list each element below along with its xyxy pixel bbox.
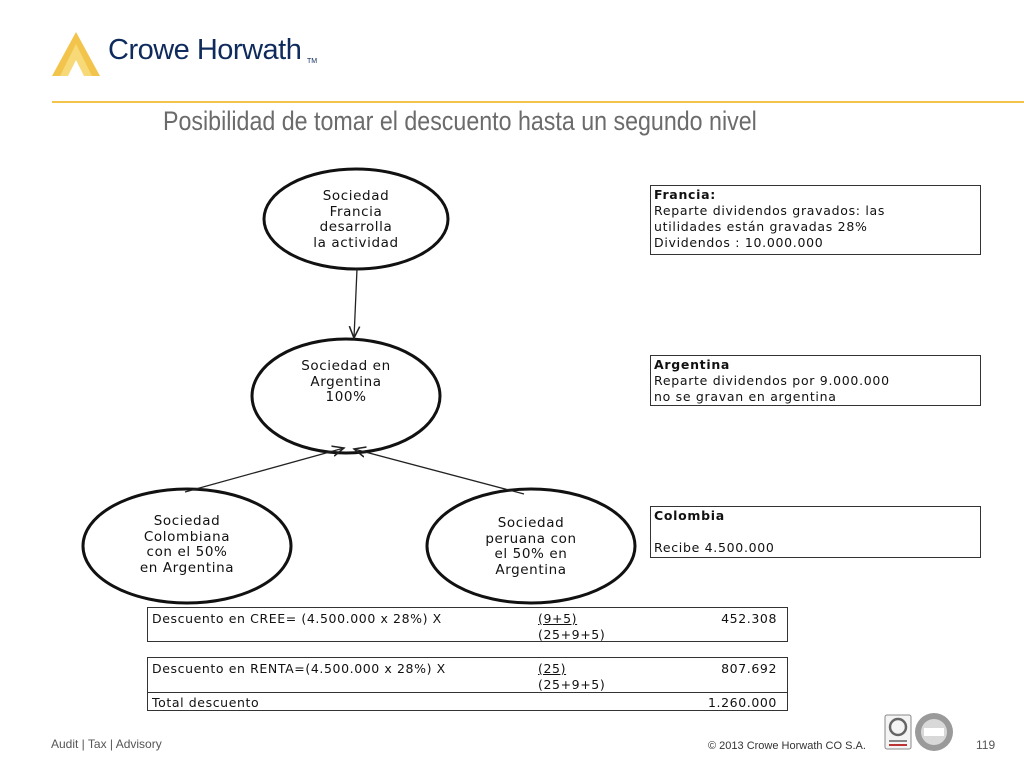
node-argentina-label: Sociedad en Argentina 100%: [301, 358, 391, 405]
certification-seal-icon: [884, 714, 912, 750]
node-colombiana-label: Sociedad Colombiana con el 50% en Argentina: [139, 513, 235, 576]
node-francia-label: Sociedad Francia desarrolla la actividad: [313, 188, 399, 251]
calc-renta-denominator: (25+9+5): [538, 677, 606, 692]
calc-cree-label: Descuento en CREE= (4.500.000 x 28%) X: [152, 611, 442, 626]
arrow-colombiana-to-argentina: [185, 448, 344, 492]
calc-renta-label: Descuento en RENTA=(4.500.000 x 28%) X: [152, 661, 446, 676]
arrow-francia-to-argentina: [354, 269, 357, 338]
node-peruana-label: Sociedad peruana con el 50% en Argentina: [485, 515, 577, 578]
brand-name: Crowe Horwath: [108, 34, 302, 66]
calc-renta-value: 807.692: [721, 661, 777, 676]
info-box-francia: Francia: Reparte dividendos gravados: las utilidades están gravadas 28% Dividendos : 10.000.000: [650, 185, 981, 255]
footer-copyright: © 2013 Crowe Horwath CO S.A.: [708, 740, 866, 752]
page-number: 119: [976, 738, 996, 752]
total-label: Total descuento: [152, 695, 260, 710]
calc-cree-value: 452.308: [721, 611, 777, 626]
trademark-mark: TM: [307, 58, 318, 65]
calc-box-cree: [147, 607, 788, 642]
iqnet-seal-icon: [914, 712, 954, 752]
slide-title: Posibilidad de tomar el descuento hasta un segundo nivel: [163, 106, 757, 136]
calc-cree-numerator: (9+5): [538, 611, 578, 626]
total-value: 1.260.000: [707, 695, 777, 710]
info-box-colombia: Colombia Recibe 4.500.000: [650, 506, 981, 558]
info-box-heading: Colombia: [654, 508, 725, 523]
info-box-heading: Francia:: [654, 187, 716, 202]
calc-renta-numerator: (25): [538, 661, 567, 676]
arrow-peruana-to-argentina: [354, 449, 524, 494]
info-box-argentina: Argentina Reparte dividendos por 9.000.000 no se gravan en argentina: [650, 355, 981, 406]
calc-box-renta: [147, 657, 788, 711]
info-box-heading: Argentina: [654, 357, 731, 372]
footer-services: Audit | Tax | Advisory: [51, 737, 162, 751]
total-divider: [148, 692, 787, 693]
calc-cree-denominator: (25+9+5): [538, 627, 606, 642]
